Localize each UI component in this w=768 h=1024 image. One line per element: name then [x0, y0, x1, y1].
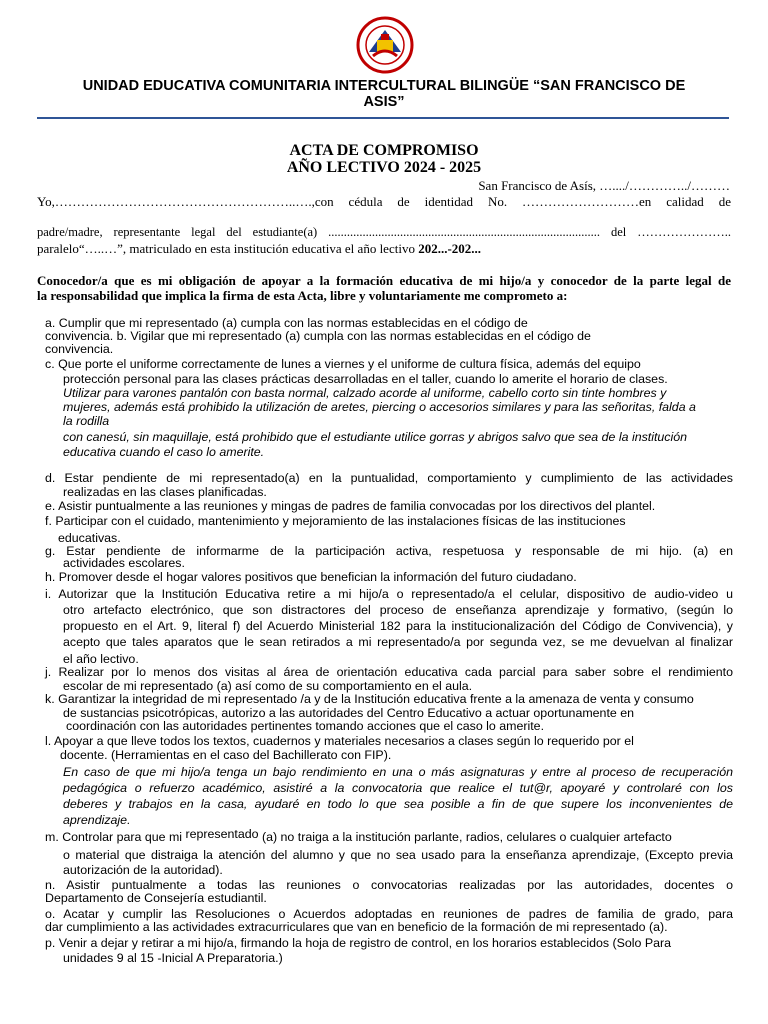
- item-c-line4: mujeres, además está prohibido la utilización de aretes, piercing o accesorios similares y para las señoritas, falda a: [63, 400, 696, 414]
- item-k-line2: de sustancias psicotrópicas, autorizo a las autoridades del Centro Educativo a actuar oportunamente en: [63, 706, 634, 720]
- item-a-line1: a. Cumplir que mi representado (a) cumpla con las normas establecidas en el código de: [45, 316, 528, 330]
- school-name-line2: ASIS”: [363, 94, 405, 110]
- item-l-line2: docente. (Herramientas en el caso del Bachillerato con FIP).: [60, 748, 392, 762]
- item-l-line5: deberes y trabajos en la casa, ayudaré en todo lo que sea posible a fin de que supere los inconvenientes de: [63, 797, 733, 811]
- item-k-line1: k. Garantizar la integridad de mi representado /a y de la Institución educativa frente a la amenaza de venta y consumo: [45, 692, 694, 706]
- item-p-line1: p. Venir a dejar y retirar a mi hijo/a, firmando la hoja de registro de control, en los horarios establecidos (Solo Para: [45, 936, 672, 950]
- form-line-student: padre/madre, representante legal del estudiante(a) ....................................................................................... del …………………..: [37, 225, 731, 239]
- item-e: e. Asistir puntualmente a las reuniones y mingas de padres de familia convocadas por los directivos del plantel.: [45, 499, 656, 513]
- item-c-line6: con canesú, sin maquillaje, está prohibido que el estudiante utilice gorras y abrigos salvo que sea de la institución: [63, 430, 688, 444]
- school-year-title: AÑO LECTIVO 2024 - 2025: [286, 159, 482, 176]
- item-d-line2: realizadas en las clases planificadas.: [63, 485, 267, 499]
- item-c-line7: educativa cuando el caso lo amerite.: [63, 445, 265, 459]
- item-g-line2: actividades escolares.: [63, 556, 185, 570]
- item-i-line1: i. Autorizar que la Institución Educativa retire a mi hijo/a o representado/a el celular, dispositivo de audio-video u: [45, 587, 733, 601]
- item-g-line1: g. Estar pendiente de informarme de la participación activa, respetuosa y responsable de mi hijo. (a) en: [45, 544, 733, 558]
- item-m-line2: o material que distraiga la atención del alumno y que no sea usado para la enseñanza aprendizaje, (Excepto previa: [63, 848, 733, 862]
- place-date-line: San Francisco de Asís, …..../…………../………: [478, 178, 730, 193]
- item-m-line1: [45, 827, 733, 845]
- item-c-line5: la rodilla: [63, 414, 110, 428]
- document-title: ACTA DE COMPROMISO: [289, 142, 479, 159]
- item-a-line2: convivencia. b. Vigilar que mi representado (a) cumpla con las normas establecidas en el código de: [45, 329, 591, 343]
- item-i-line2: otro artefacto electrónico, que son distractores del proceso de enseñanza aprendizaje y formativo, (según lo: [63, 603, 733, 617]
- item-c-line1: c. Que porte el uniforme correctamente de lunes a viernes y el uniforme de cultura física, además del equipo: [45, 357, 641, 371]
- item-h: h. Promover desde el hogar valores positivos que benefician la información del futuro ciudadano.: [45, 570, 577, 584]
- form-line-identity: Yo,………………………………………………..….,con cédula de identidad No. ………………………en calidad de: [37, 194, 731, 209]
- item-m-prefix: m. Controlar para que mi: [45, 830, 186, 844]
- item-i-line3: propuesto en el Art. 9, literal f) del Acuerdo Ministerial 182 para la institucionalización del Código de Convivencia), y: [63, 619, 733, 633]
- item-n-line2: Departamento de Consejería estudiantil.: [45, 891, 267, 905]
- school-name: [40, 78, 728, 110]
- item-i-line5: el año lectivo.: [63, 652, 139, 666]
- school-year-blank: 202...-202...: [418, 241, 482, 256]
- item-f-line1: f. Participar con el cuidado, mantenimiento y mejoramiento de las instalaciones físicas de las instituciones: [45, 514, 626, 528]
- form-line-paralelo: [37, 241, 481, 257]
- item-f-line2: educativas.: [58, 531, 121, 545]
- item-d-line1: d. Estar pendiente de mi representado(a) en la puntualidad, comportamiento y cumplimiento de las actividades: [45, 471, 733, 485]
- item-l-line3: En caso de que mi hijo/a tenga un bajo rendimiento en una o más asignaturas y entre al proceso de recuperación: [63, 765, 733, 779]
- item-m-representado: representado: [185, 827, 259, 841]
- header-divider: [37, 117, 729, 119]
- intro-line1: Conocedor/a que es mi obligación de apoyar a la formación educativa de mi hijo/a y conocedor de la parte legal de: [37, 273, 731, 288]
- intro-line2: la responsabilidad que implica la firma de esta Acta, libre y voluntariamente me comprometo a:: [37, 288, 568, 303]
- school-seal-logo: [355, 16, 415, 74]
- item-c-line3: Utilizar para varones pantalón con basta normal, calzado acorde al uniforme, cabello corto sin tinte hombres y: [63, 386, 667, 400]
- item-j-line1: j. Realizar por lo menos dos visitas al área de orientación educativa cada parcial para saber sobre el rendimiento: [45, 665, 733, 679]
- item-c-line2: protección personal para las clases prácticas desarrolladas en el taller, cuando lo amerite el horario de clases.: [63, 372, 668, 386]
- item-o-line1: o. Acatar y cumplir las Resoluciones o Acuerdos adoptadas en reuniones de padres de familia de grado, para: [45, 907, 733, 921]
- paralelo-text: paralelo“…..…”, matriculado en esta institución educativa el año lectivo: [37, 241, 419, 256]
- item-p-line2: unidades 9 al 15 -Inicial A Preparatoria.): [63, 951, 283, 965]
- item-l-line1: l. Apoyar a que lleve todos los textos, cuadernos y materiales necesarios a clases según lo requerido por el: [45, 734, 634, 748]
- item-m-line3: autorización de la autoridad).: [63, 863, 223, 877]
- item-n-line1: n. Asistir puntualmente a todas las reuniones o convocatorias realizadas por las autoridades, docentes o: [45, 878, 733, 892]
- item-i-line4: acepto que tales aparatos que le sean retirados a mi representado/a por segunda vez, se me devuelvan al finalizar: [63, 635, 733, 649]
- school-name-line1: UNIDAD EDUCATIVA COMUNITARIA INTERCULTURAL BILINGÜE “SAN FRANCISCO DE: [82, 78, 686, 94]
- item-o-line2: dar cumplimiento a las actividades extracurriculares que van en beneficio de la formación de mi representado (a).: [45, 920, 668, 934]
- item-l-line6: aprendizaje.: [63, 813, 131, 827]
- item-j-line2: escolar de mi representado (a) así como de su comportamiento en el aula.: [63, 679, 473, 693]
- item-k-line3: coordinación con las autoridades pertinentes tomando acciones que el caso lo amerite.: [66, 719, 545, 733]
- item-a-line3: convivencia.: [45, 342, 114, 356]
- item-m-rest: (a) no traiga a la institución parlante, radios, celulares o cualquier artefacto: [258, 830, 672, 844]
- item-l-line4: pedagógica o refuerzo académico, asistiré a la convocatoria que realice el tut@r, apoyaré y controlaré con los: [63, 781, 733, 795]
